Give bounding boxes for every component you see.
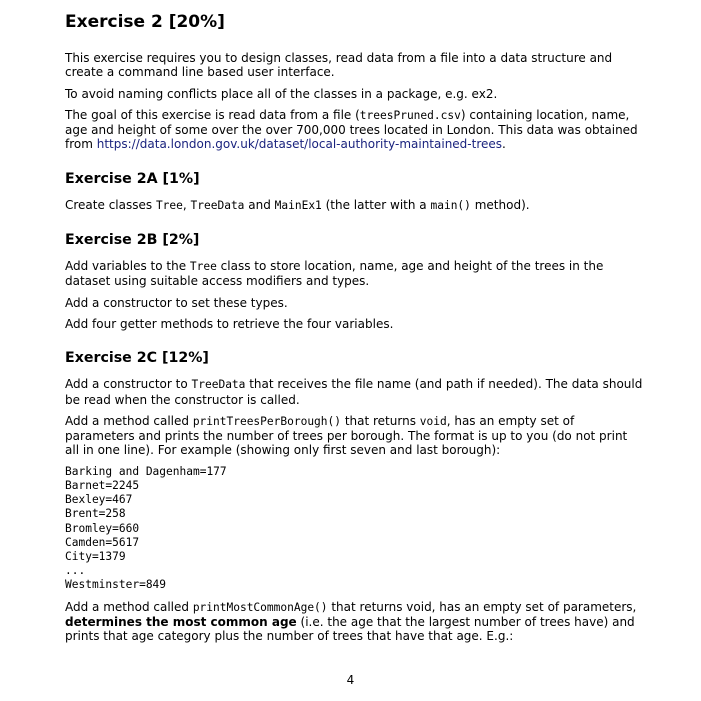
exercise-2a-heading: Exercise 2A [1%] — [65, 170, 200, 187]
intro-paragraph-1: This exercise requires you to design classes, read data from a file into a data structure and create a command line based user interface. — [65, 51, 613, 80]
code-tree: Tree — [155, 198, 183, 212]
intro-text-a: The goal of this exercise is read data from a file ( — [65, 107, 360, 122]
exercise-2b-paragraph-3: Add four getter methods to retrieve the four variables. — [65, 316, 394, 331]
exercise-2c-paragraph-2 — [65, 414, 643, 458]
text: class to store location, name, age and height of the trees in the dataset using suitable access modifiers and types. — [65, 259, 604, 289]
code-treedata: TreeData — [190, 198, 245, 212]
text: , has an empty set of parameters and prints the number of trees per borough. The format is up to you (do not print all in one line). For example (showing only first seven and last borough): — [65, 413, 628, 458]
code-void: void — [419, 414, 447, 428]
text: , — [182, 197, 191, 212]
exercise-2c-paragraph-3 — [65, 600, 643, 644]
text: Add a constructor to — [65, 377, 192, 392]
code-print-most-common-age: printMostCommonAge() — [192, 600, 328, 614]
code-mainex1: MainEx1 — [274, 198, 322, 212]
intro-text-c: . — [502, 137, 506, 152]
exercise-2b-paragraph-1 — [65, 259, 643, 289]
code-print-trees-per-borough: printTreesPerBorough() — [192, 414, 341, 428]
text: method). — [470, 197, 530, 212]
sample-output: Barking and Dagenham=177 Barnet=2245 Bexley=467 Brent=258 Bromley=660 Camden=5617 City=1379 ... Westminster=849 — [65, 464, 227, 592]
intro-paragraph-2: To avoid naming conflicts place all of the classes in a package, e.g. ex2. — [65, 86, 498, 101]
code-tree: Tree — [189, 260, 217, 274]
exercise-2b-heading: Exercise 2B [2%] — [65, 232, 200, 249]
page-number: 4 — [346, 673, 355, 687]
exercise-2a-paragraph — [65, 198, 643, 213]
text: that returns — [341, 413, 420, 428]
intro-text-b: ) containing location, name, age and height of some over the over 700,000 trees located in London. This data was obtained from — [65, 107, 638, 152]
exercise-2c-paragraph-1 — [65, 377, 643, 407]
text: and — [244, 197, 275, 212]
text: that returns void, has an empty set of parameters, — [327, 599, 637, 614]
csv-filename: treesPruned.csv — [359, 108, 461, 122]
text: Add a method called — [65, 599, 193, 614]
code-treedata: TreeData — [191, 378, 246, 392]
text: Create classes — [65, 197, 156, 212]
text: Add variables to the — [65, 259, 190, 274]
text: that receives the file name (and path if needed). The data should be read when the constructor is called. — [65, 377, 643, 407]
bold-text: determines the most common age — [65, 614, 297, 629]
document-page — [65, 11, 643, 650]
intro-paragraph-3 — [65, 108, 643, 152]
exercise-2c-heading: Exercise 2C [12%] — [65, 350, 209, 367]
text: (i.e. the age that the largest number of trees have) and prints that age category plus the number of trees that have that age. E.g.: — [65, 614, 635, 644]
dataset-link[interactable]: https://data.london.gov.uk/dataset/local-authority-maintained-trees — [96, 137, 503, 152]
text: (the latter with a — [321, 197, 431, 212]
text: Add a method called — [65, 413, 193, 428]
exercise-title: Exercise 2 [20%] — [65, 12, 225, 32]
exercise-2b-paragraph-2: Add a constructor to set these types. — [65, 295, 288, 310]
code-main: main() — [430, 198, 471, 212]
